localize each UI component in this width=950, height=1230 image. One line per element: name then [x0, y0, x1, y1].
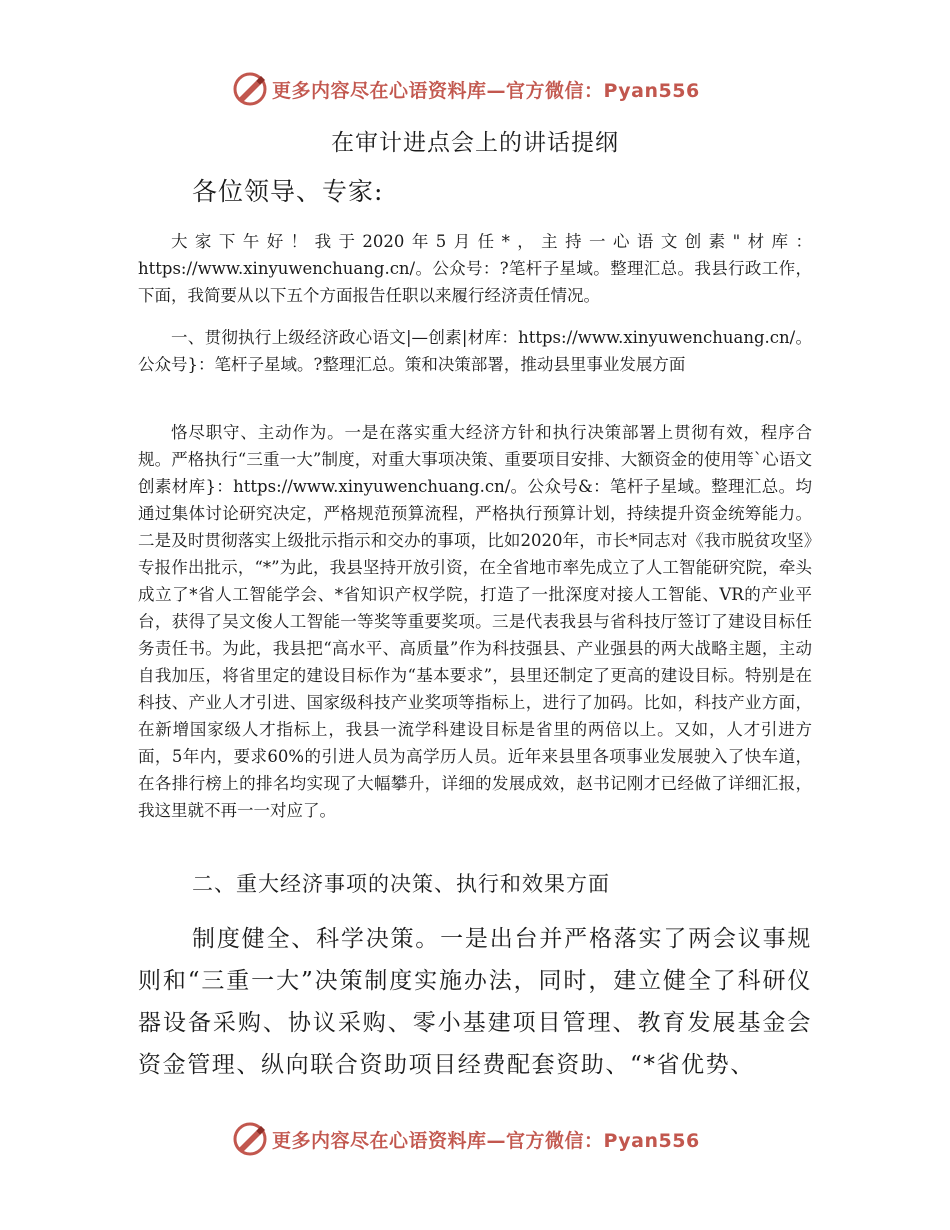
- pen-logo-icon: [232, 1121, 268, 1157]
- paragraph-opening: 大家下午好！我于2020年5月任*，主持一心语文创素"材库：https://www.xinyuwenchuang.cn/。公众号：?笔杆子星域。整理汇总。我县行政工作，下面，我简要从以下五个方面报告任职以来履行经济责任情况。: [138, 232, 812, 305]
- footer-banner: [232, 1120, 712, 1158]
- section2-heading: 二、重大经济事项的决策、执行和效果方面: [192, 872, 610, 896]
- document-title: 在审计进点会上的讲话提纲: [331, 130, 619, 156]
- section1-heading: 一、贯彻执行上级经济政心语文|—创素|材库：https://www.xinyuwenchuang.cn/。公众号}：笔杆子星域。?整理汇总。策和决策部署，推动县里事业发展方面: [138, 328, 812, 374]
- pen-logo-icon: [232, 71, 268, 107]
- paragraph-section1-body: 恪尽职守、主动作为。一是在落实重大经济方针和执行决策部署上贯彻有效，程序合规。严格执行“三重一大”制度，对重大事项决策、重要项目安排、大额资金的使用等`心语文创素材库}：https://www.xinyuwenchuang.cn/。公众号&：笔杆子星域。整理汇总。均通过集体讨论研究决定，严格规范预算流程，严格执行预算计划，持续提升资金统筹能力。二是及时贯彻落实上级批示指示和交办的事项，比如2020年，市长*同志对《我市脱贫攻坚》专报作出批示，“*”为此，我县坚持开放引资，在全省地市率先成立了人工智能研究院，牵头成立了*省人工智能学会、*省知识产权学院，打造了一批深度对接人工智能、VR的产业平台，获得了吴文俊人工智能一等奖等重要奖项。三是代表我县与省科技厅签订了建设目标任务责任书。为此，我县把“高水平、高质量”作为科技强县、产业强县的两大战略主题，主动自我加压，将省里定的建设目标作为“基本要求”，县里还制定了更高的建设目标。特别是在科技、产业人才引进、国家级科技产业奖项等指标上，进行了加码。比如，科技产业方面，在新增国家级人才指标上，我县一流学科建设目标是省里的两倍以上。又如，人才引进方面，5年内，要求60%的引进人员为高学历人员。近年来县里各项事业发展驶入了快车道，在各排行榜上的排名均实现了大幅攀升，详细的发展成效，赵书记刚才已经做了详细汇报，我这里就不再一一对应了。: [138, 423, 812, 820]
- paragraph-section2-body: 制度健全、科学决策。一是出台并严格落实了两会议事规则和“三重一大”决策制度实施办法，同时，建立健全了科研仪器设备采购、协议采购、零小基建项目管理、教育发展基金会资金管理、纵向联合资助项目经费配套资助、“*省优势、: [138, 926, 812, 1078]
- banner-text: 更多内容尽在心语资料库—官方微信：Pyan556: [272, 79, 700, 102]
- banner-text: 更多内容尽在心语资料库—官方微信：Pyan556: [272, 1129, 700, 1152]
- header-banner: [232, 70, 712, 108]
- greeting: 各位领导、专家:: [192, 177, 384, 206]
